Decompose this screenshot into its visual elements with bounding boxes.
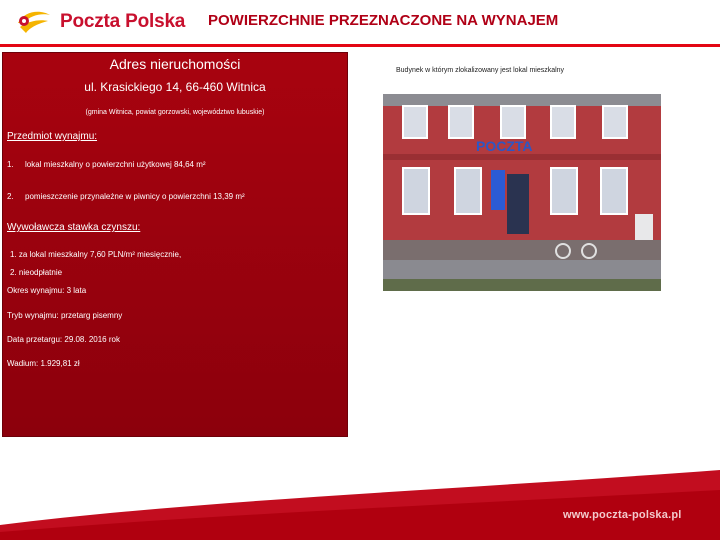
sign-text: POCZTA — [476, 138, 533, 154]
subject-item-number: 1. — [7, 160, 14, 169]
header — [0, 0, 720, 44]
footer-url[interactable]: www.poczta-polska.pl — [563, 509, 682, 521]
subject-heading: Przedmiot wynajmu: — [7, 131, 98, 142]
address-value: ul. Krasickiego 14, 66-460 Witnica — [84, 80, 266, 94]
photo-caption: Budynek w którym zlokalizowany jest lokal mieszkalny — [396, 67, 565, 74]
rate-heading: Wywoławcza stawka czynszu: — [7, 222, 141, 233]
post-horn-icon — [14, 7, 54, 37]
subject-item-text: pomieszczenie przynależne w piwnicy o powierzchni 13,39 m² — [25, 192, 245, 201]
rate-item: 1. za lokal mieszkalny 7,60 PLN/m² miesięcznie, — [10, 250, 182, 259]
rental-mode: Tryb wynajmu: przetarg pisemny — [7, 311, 123, 320]
address-note: (gmina Witnica, powiat gorzowski, województwo lubuskie) — [85, 109, 265, 116]
subject-item — [7, 160, 206, 169]
tender-date: Data przetargu: 29.08. 2016 rok — [7, 335, 120, 344]
deposit: Wadium: 1.929,81 zł — [7, 359, 80, 368]
subject-item-text: lokal mieszkalny o powierzchni użytkowej 84,64 m² — [25, 160, 206, 169]
footer-swoosh — [0, 470, 720, 540]
subject-item-number: 2. — [7, 192, 14, 201]
page-title: POWIERZCHNIE PRZEZNACZONE NA WYNAJEM — [208, 12, 559, 29]
rental-period: Okres wynajmu: 3 lata — [7, 286, 87, 295]
brand-name: Poczta Polska — [60, 11, 186, 32]
subject-item — [7, 192, 245, 201]
building-photo — [383, 94, 661, 291]
address-label: Adres nieruchomości — [109, 56, 241, 72]
rate-item: 2. nieodpłatnie — [10, 268, 63, 277]
header-divider — [0, 44, 720, 47]
logo — [14, 6, 185, 38]
info-panel — [2, 52, 348, 437]
